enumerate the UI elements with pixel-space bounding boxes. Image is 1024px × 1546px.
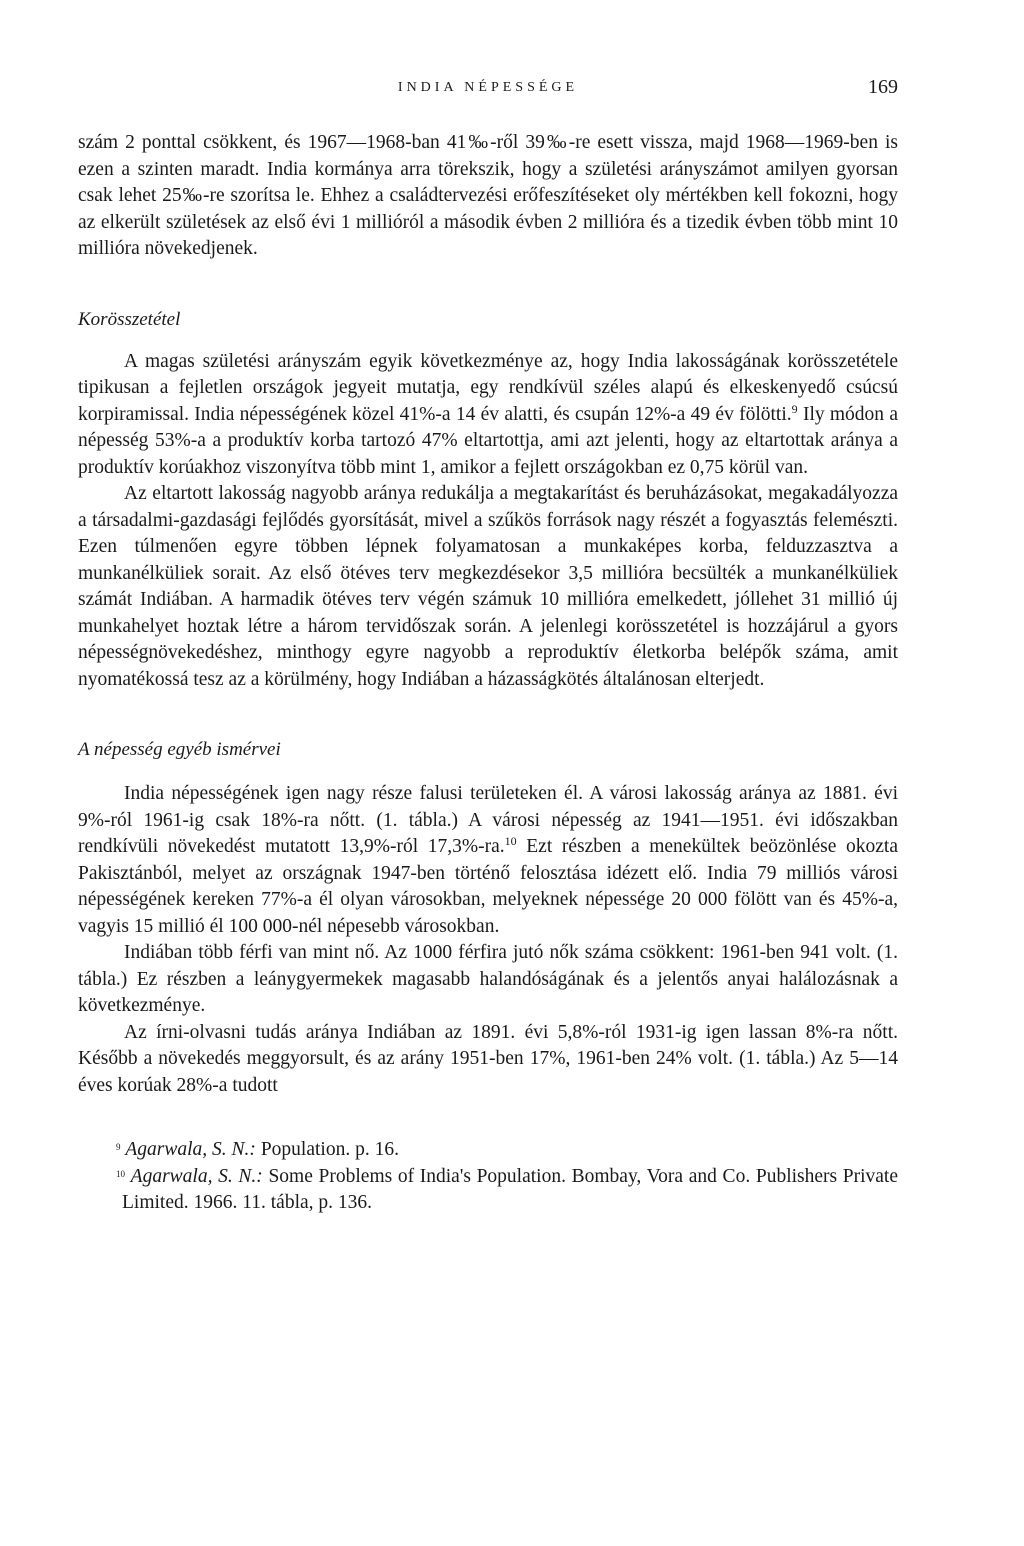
paragraph-nepesseg-2: Indiában több férfi van mint nő. Az 1000 férfira jutó nők száma csökkent: 1961-ben 941 volt. (1. tábla.) Ez részben a leánygyermekek magasabb halandóságának és a jelentős anyai halálozásnak a következménye. <box>78 942 898 1016</box>
paragraph-text: Ezt részben a menekültek beözönlése okozta Pakisztánból, melyet az országnak 1947-ben történő felosztása idézett elő. India 79 milliós városi népességének kereken 77%-a él olyan városokban, melyeknek népessége 20 000 fölött van és 45%-a, vagyis 15 millió él 100 000-nél népesebb városokban. <box>78 836 899 937</box>
paragraph-continuation: szám 2 ponttal csökkent, és 1967—1968-ban 41‰-ről 39‰-re esett vissza, majd 1968—1969-ben is ezen a szinten maradt. India kormánya arra törekszik, hogy a születési arányszámot amilyen gyorsan csak lehet 25‰-re szorítsa le. Ehhez a családtervezési erőfeszítéseket oly mértékben kell fokozni, hogy az elkerült születések az első évi 1 millióról a második évben 2 millióra és a tizedik évben több mint 10 millióra növekedjenek. <box>78 132 898 259</box>
document-page <box>78 76 898 1217</box>
footnote-ref-10[interactable]: 10 <box>504 834 517 848</box>
footnote-text: Population. p. 16. <box>255 1139 399 1160</box>
section-heading-nepesseg-ismervei: A népesség egyéb ismérvei <box>78 739 281 760</box>
paragraph-nepesseg-1 <box>78 781 898 940</box>
footnote-10 <box>78 1164 898 1217</box>
footnote-number: 10 <box>116 1168 125 1179</box>
running-head <box>78 76 898 106</box>
footnote-number: 9 <box>116 1142 121 1152</box>
footnote-author: Agarwala, S. N.: <box>125 1139 256 1160</box>
paragraph-text: A magas születési arányszám egyik következménye az, hogy India lakosságának korösszetétele tipikusan a fejletlen országok jegyeit mutatja, egy rendkívül széles alapú és elkeskenyedő csúcsú korpiramissal. India népességének közel 41%-a 14 év alatti, és csupán 12%-a 49 év fölötti. <box>78 350 898 425</box>
footnote-ref-9[interactable]: 9 <box>791 401 798 416</box>
page-number: 169 <box>868 76 898 98</box>
paragraph-korosszetetel-2: Az eltartott lakosság nagyobb aránya redukálja a megtakarítást és beruházásokat, megakadályozza a társadalmi-gazdasági fejlődés gyorsítását, mivel a szűkös források nagy részét a fogyasztás felemészti. Ezen túlmenően egyre többen lépnek folyamatosan a munkaképes korba, felduzzasztva a munkanélküliek sorait. Az első ötéves terv megkezdésekor 3,5 millióra becsülték a munkanélküliek számát Indiában. A harmadik ötéves terv végén számuk 10 millióra emelkedett, jóllehet 31 millió új munkahelyet hoztak létre a három tervidőszak során. A jelenlegi korösszetétel is hozzájárul a gyors népességnövekedéshez, minthogy egyre nagyobb a reproduktív életkorba belépők száma, amit nyomatékossá tesz az a körülmény, hogy Indiában a házasságkötés általánosan elterjedt. <box>78 483 898 690</box>
footnote-author: Agarwala, S. N.: <box>130 1165 263 1187</box>
footnote-9 <box>78 1137 898 1164</box>
running-title: INDIA NÉPESSÉGE <box>397 80 579 95</box>
footnotes <box>78 1137 898 1217</box>
paragraph-text: India népességének igen nagy része falusi területeken él. A városi lakosság aránya az 1881. évi 9%-ról 1961-ig csak 18%-ra nőtt. (1. tábla.) A városi népesség az 1941—1951. évi időszakban rendkívüli növekedést mutatott 13,9%-ról 17,3%-ra. <box>78 783 898 857</box>
paragraph-nepesseg-3: Az írni-olvasni tudás aránya Indiában az 1891. évi 5,8%-ról 1931-ig igen lassan 8%-ra nőtt. Később a növekedés meggyorsult, és az arány 1951-ben 17%, 1961-ben 24% volt. (1. tábla.) Az 5—14 éves korúak 28%-a tudott <box>78 1021 898 1096</box>
paragraph-text: Ily módon a népesség 53%-a a produktív korba tartozó 47% eltartottja, ami azt jelenti, hogy az eltartottak aránya a produktív korúakhoz viszonyítva több mint 1, amikor a fejlett országokban ez 0,75 körül van. <box>78 403 899 478</box>
paragraph-korosszetetel-1 <box>78 349 898 482</box>
section-heading-korosszetetel: Korösszetétel <box>78 308 181 330</box>
footnote-text: Some Problems of India's Population. Bombay, Vora and Co. Publishers Private Limited. 1966. 11. tábla, p. 136. <box>122 1165 898 1213</box>
